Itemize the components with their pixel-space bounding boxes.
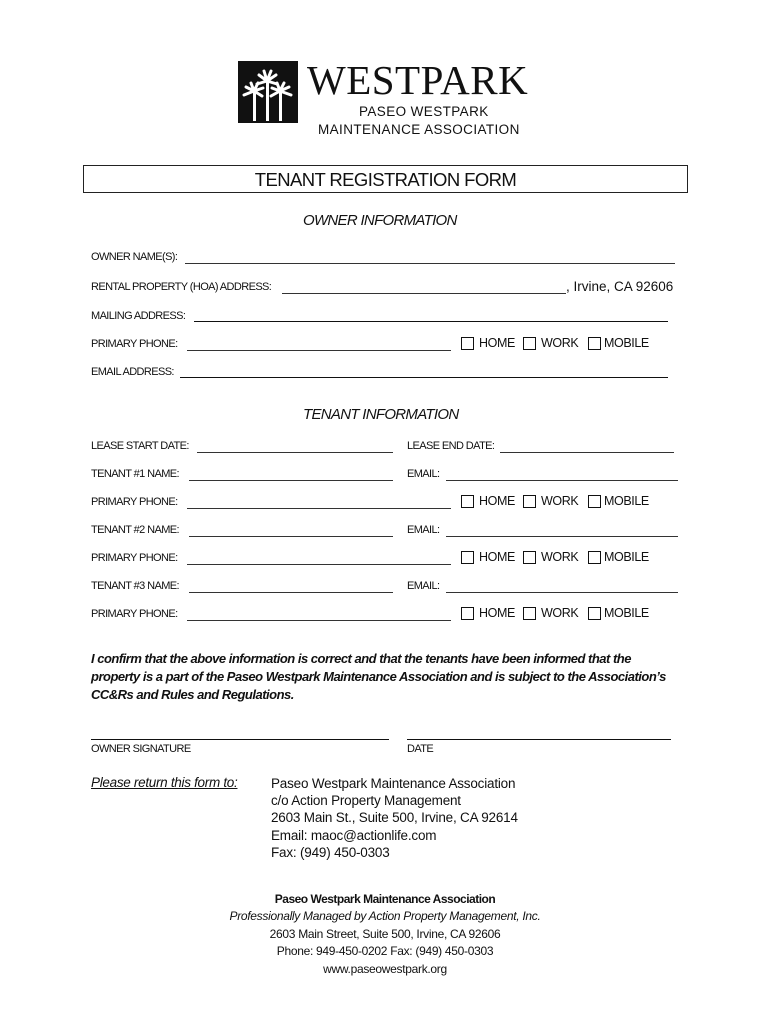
owner-email-label: EMAIL ADDRESS: bbox=[91, 366, 174, 378]
tenant2-email-field[interactable] bbox=[446, 536, 678, 537]
tenant3-email-field[interactable] bbox=[446, 592, 678, 593]
tenant2-phone-home-checkbox[interactable] bbox=[461, 551, 474, 564]
logo-subtitle-line1: PASEO WESTPARK bbox=[359, 104, 489, 119]
return-email-line: Email: maoc@actionlife.com bbox=[271, 827, 437, 843]
tenant-section-title: TENANT INFORMATION bbox=[303, 406, 459, 423]
owner-names-label: OWNER NAME(S): bbox=[91, 251, 178, 263]
owner-phone-work-checkbox[interactable] bbox=[523, 337, 536, 350]
owner-email-field[interactable] bbox=[180, 377, 668, 378]
return-address-line: 2603 Main St., Suite 500, Irvine, CA 92614 bbox=[271, 810, 518, 826]
tenant1-phone-field[interactable] bbox=[187, 508, 451, 509]
tenant1-phone-work-checkbox[interactable] bbox=[523, 495, 536, 508]
logo-subtitle-line2: MAINTENANCE ASSOCIATION bbox=[318, 122, 520, 137]
tenant2-phone-label: PRIMARY PHONE: bbox=[91, 552, 178, 564]
tenant1-name-label: TENANT #1 NAME: bbox=[91, 468, 179, 480]
rental-address-suffix: , Irvine, CA 92606 bbox=[566, 279, 674, 294]
tenant3-name-label: TENANT #3 NAME: bbox=[91, 580, 179, 592]
return-address-block bbox=[271, 775, 518, 861]
tenant1-phone-work-label: WORK bbox=[541, 494, 579, 508]
form-title: TENANT REGISTRATION FORM bbox=[254, 169, 517, 190]
tenant1-phone-mobile-label: MOBILE bbox=[604, 494, 649, 508]
owner-phone-work-label: WORK bbox=[541, 336, 579, 350]
tenant2-name-field[interactable] bbox=[189, 536, 393, 537]
tenant3-phone-mobile-label: MOBILE bbox=[604, 606, 649, 620]
date-field[interactable] bbox=[407, 739, 671, 740]
tenant2-email-label: EMAIL: bbox=[407, 524, 440, 536]
mailing-address-label: MAILING ADDRESS: bbox=[91, 310, 186, 322]
return-fax-line: Fax: (949) 450-0303 bbox=[271, 844, 390, 860]
mailing-address-field[interactable] bbox=[194, 321, 668, 322]
tenant1-phone-label: PRIMARY PHONE: bbox=[91, 496, 178, 508]
owner-phone-home-label: HOME bbox=[479, 336, 515, 350]
rental-address-label: RENTAL PROPERTY (HOA) ADDRESS: bbox=[91, 281, 272, 293]
tenant1-phone-mobile-checkbox[interactable] bbox=[588, 495, 601, 508]
footer-address: 2603 Main Street, Suite 500, Irvine, CA 92606 bbox=[269, 926, 501, 941]
tenant1-name-field[interactable] bbox=[189, 480, 393, 481]
owner-signature-label: OWNER SIGNATURE bbox=[91, 743, 191, 755]
logo-wordmark: WESTPARK bbox=[307, 57, 529, 103]
tenant1-phone-home-label: HOME bbox=[479, 494, 515, 508]
page-footer bbox=[0, 891, 770, 978]
confirmation-statement bbox=[91, 650, 691, 704]
tenant2-phone-field[interactable] bbox=[187, 564, 451, 565]
tenant1-email-field[interactable] bbox=[446, 480, 678, 481]
tenant2-phone-work-label: WORK bbox=[541, 550, 579, 564]
tenant3-phone-mobile-checkbox[interactable] bbox=[588, 607, 601, 620]
owner-phone-mobile-checkbox[interactable] bbox=[588, 337, 601, 350]
rental-address-field[interactable] bbox=[282, 293, 566, 294]
tenant3-phone-field[interactable] bbox=[187, 620, 451, 621]
footer-managed-by: Professionally Managed by Action Property Management, Inc. bbox=[229, 909, 541, 924]
date-label: DATE bbox=[407, 743, 434, 755]
owner-primary-phone-field[interactable] bbox=[187, 350, 451, 351]
tenant3-phone-home-checkbox[interactable] bbox=[461, 607, 474, 620]
footer-phone-fax: Phone: 949-450-0202 Fax: (949) 450-0303 bbox=[276, 944, 494, 959]
lease-end-label: LEASE END DATE: bbox=[407, 440, 495, 452]
tenant3-phone-home-label: HOME bbox=[479, 606, 515, 620]
confirmation-line: I confirm that the above information is correct and that the tenants have been informed that the bbox=[91, 651, 631, 666]
tenant3-name-field[interactable] bbox=[189, 592, 393, 593]
owner-phone-home-checkbox[interactable] bbox=[461, 337, 474, 350]
tenant1-phone-home-checkbox[interactable] bbox=[461, 495, 474, 508]
lease-end-field[interactable] bbox=[500, 452, 674, 453]
tenant3-phone-work-checkbox[interactable] bbox=[523, 607, 536, 620]
lease-start-field[interactable] bbox=[197, 452, 393, 453]
confirmation-line: property is a part of the Paseo Westpark Maintenance Association and is subject to the Association’s bbox=[91, 669, 666, 684]
return-form-label: Please return this form to: bbox=[91, 775, 238, 790]
confirmation-line: CC&Rs and Rules and Regulations. bbox=[91, 687, 294, 702]
form-title-box bbox=[83, 165, 688, 193]
tenant2-phone-home-label: HOME bbox=[479, 550, 515, 564]
owner-primary-phone-label: PRIMARY PHONE: bbox=[91, 338, 178, 350]
owner-section-title: OWNER INFORMATION bbox=[303, 212, 457, 229]
tenant3-email-label: EMAIL: bbox=[407, 580, 440, 592]
owner-names-field[interactable] bbox=[185, 263, 675, 264]
tenant3-phone-work-label: WORK bbox=[541, 606, 579, 620]
tenant2-name-label: TENANT #2 NAME: bbox=[91, 524, 179, 536]
tenant2-phone-work-checkbox[interactable] bbox=[523, 551, 536, 564]
footer-org-name: Paseo Westpark Maintenance Association bbox=[274, 892, 496, 906]
tenant3-phone-label: PRIMARY PHONE: bbox=[91, 608, 178, 620]
owner-signature-field[interactable] bbox=[91, 739, 389, 740]
owner-phone-mobile-label: MOBILE bbox=[604, 336, 649, 350]
footer-website: www.paseowestpark.org bbox=[323, 961, 447, 976]
palm-trees-logo-icon bbox=[238, 61, 298, 123]
return-address-line: Paseo Westpark Maintenance Association bbox=[271, 776, 516, 791]
tenant1-email-label: EMAIL: bbox=[407, 468, 440, 480]
tenant2-phone-mobile-checkbox[interactable] bbox=[588, 551, 601, 564]
return-address-line: c/o Action Property Management bbox=[271, 793, 461, 809]
tenant2-phone-mobile-label: MOBILE bbox=[604, 550, 649, 564]
lease-start-label: LEASE START DATE: bbox=[91, 440, 189, 452]
